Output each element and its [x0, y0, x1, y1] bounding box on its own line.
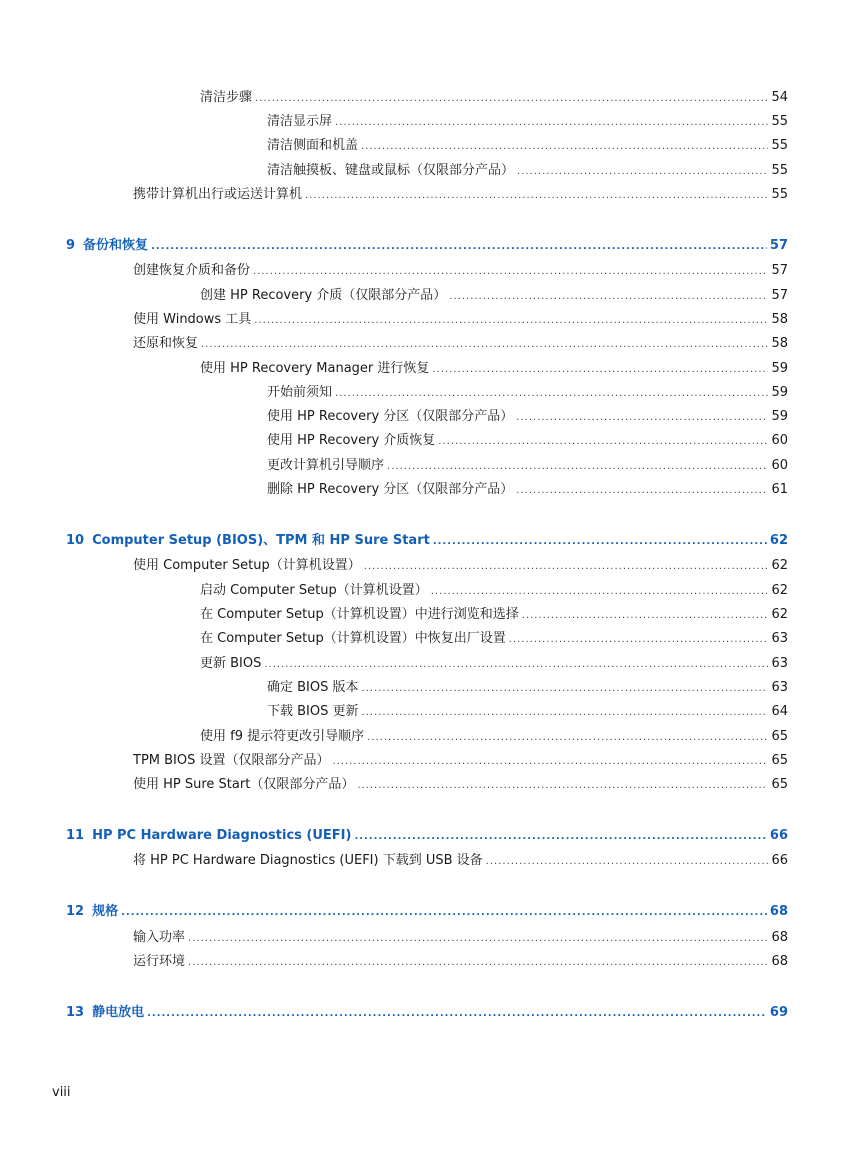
- toc-entry-label: 携带计算机出行或运送计算机: [133, 187, 303, 202]
- chapter-number: 13: [66, 1005, 85, 1020]
- toc-page-number: 60: [771, 458, 788, 473]
- toc-dot-leader: [517, 163, 768, 181]
- toc-dot-leader: [357, 777, 768, 795]
- toc-dot-leader: [151, 238, 767, 256]
- toc-entry-label: 删除 HP Recovery 分区（仅限部分产品）: [267, 482, 514, 497]
- toc-chapter-10[interactable]: [66, 532, 788, 551]
- toc-entry-label: 更改计算机引导顺序: [267, 458, 385, 473]
- toc-entry-label: TPM BIOS 设置（仅限部分产品）: [133, 753, 330, 768]
- chapter-title: HP PC Hardware Diagnostics (UEFI): [92, 828, 352, 843]
- toc-entry[interactable]: [267, 679, 788, 698]
- toc-page-number: 68: [771, 930, 788, 945]
- toc-entry[interactable]: [200, 582, 788, 601]
- toc-dot-leader: [433, 533, 767, 551]
- toc-dot-leader: [516, 409, 768, 427]
- toc-page-number: 62: [769, 533, 788, 548]
- chapter-title: 规格: [92, 904, 119, 919]
- toc-entry-label: 下载 BIOS 更新: [267, 704, 359, 719]
- toc-entry[interactable]: [133, 186, 788, 205]
- toc-page-number: 62: [771, 558, 788, 573]
- toc-entry-label: 清洁步骤: [200, 90, 253, 105]
- chapter-number: 10: [66, 533, 85, 548]
- toc-entry-label: 创建 HP Recovery 介质（仅限部分产品）: [200, 288, 447, 303]
- toc-page-number: 60: [771, 433, 788, 448]
- toc-page-number: 55: [771, 114, 788, 129]
- toc-entry-label: 使用 Computer Setup（计算机设置）: [133, 558, 361, 573]
- toc-dot-leader: [253, 263, 768, 281]
- toc-entry[interactable]: [267, 481, 788, 500]
- toc-entry[interactable]: [133, 953, 788, 972]
- toc-dot-leader: [188, 954, 768, 972]
- toc-entry-label: 还原和恢复: [133, 336, 199, 351]
- toc-dot-leader: [305, 187, 768, 205]
- toc-entry[interactable]: [200, 655, 788, 674]
- toc-dot-leader: [147, 1005, 767, 1023]
- toc-entry-label: 使用 HP Recovery 分区（仅限部分产品）: [267, 409, 514, 424]
- toc-entry-label: 使用 HP Recovery Manager 进行恢复: [200, 361, 430, 376]
- toc-entry[interactable]: [200, 606, 788, 625]
- toc-page-number: 66: [771, 853, 788, 868]
- toc-entry[interactable]: [133, 929, 788, 948]
- toc-chapter-9[interactable]: [66, 237, 788, 256]
- toc-entry-label: 在 Computer Setup（计算机设置）中进行浏览和选择: [200, 607, 519, 622]
- toc-entry-label: 开始前须知: [267, 385, 333, 400]
- toc-dot-leader: [449, 288, 768, 306]
- toc-dot-leader: [364, 558, 769, 576]
- toc-entry[interactable]: [267, 432, 788, 451]
- toc-entry-label: 更新 BIOS: [200, 656, 262, 671]
- chapter-title: 备份和恢复: [83, 238, 149, 253]
- toc-chapter-13[interactable]: [66, 1004, 788, 1023]
- toc-page-number: 58: [771, 312, 788, 327]
- toc-entry[interactable]: [200, 630, 788, 649]
- toc-entry[interactable]: [267, 137, 788, 156]
- toc-entry[interactable]: [200, 728, 788, 747]
- toc-entry[interactable]: [133, 335, 788, 354]
- toc-entry[interactable]: [200, 287, 788, 306]
- toc-entry-label: 运行环境: [133, 954, 186, 969]
- toc-page-number: 55: [771, 163, 788, 178]
- chapter-title: Computer Setup (BIOS)、TPM 和 HP Sure Start: [92, 533, 430, 548]
- toc-chapter-11[interactable]: [66, 827, 788, 846]
- toc-page-number: 63: [771, 631, 788, 646]
- toc-dot-leader: [432, 361, 768, 379]
- toc-page-number: 66: [769, 828, 788, 843]
- toc-page-number: 62: [771, 607, 788, 622]
- toc-entry[interactable]: [133, 262, 788, 281]
- toc-page-number: 57: [771, 288, 788, 303]
- toc-page-number: 55: [771, 187, 788, 202]
- toc-dot-leader: [516, 482, 768, 500]
- page-footer-number: viii: [52, 1085, 71, 1100]
- toc-dot-leader: [362, 704, 769, 722]
- toc-entry[interactable]: [267, 162, 788, 181]
- toc-dot-leader: [486, 853, 769, 871]
- toc-dot-leader: [335, 385, 768, 403]
- chapter-number: 11: [66, 828, 85, 843]
- chapter-number: 9: [66, 238, 76, 253]
- toc-entry[interactable]: [133, 776, 788, 795]
- toc-entry[interactable]: [200, 89, 788, 108]
- chapter-number: 12: [66, 904, 85, 919]
- toc-page-number: 57: [769, 238, 788, 253]
- toc-page-number: 54: [771, 90, 788, 105]
- toc-dot-leader: [361, 138, 768, 156]
- toc-page-number: 63: [771, 680, 788, 695]
- toc-entry[interactable]: [267, 113, 788, 132]
- toc-page-number: 62: [771, 583, 788, 598]
- toc-entry-label: 将 HP PC Hardware Diagnostics (UEFI) 下载到 USB 设备: [133, 853, 483, 868]
- toc-entry[interactable]: [133, 852, 788, 871]
- toc-dot-leader: [362, 680, 769, 698]
- toc-page-number: 68: [769, 904, 788, 919]
- toc-entry-label: 确定 BIOS 版本: [267, 680, 359, 695]
- toc-page-number: 65: [771, 729, 788, 744]
- toc-entry[interactable]: [133, 311, 788, 330]
- toc-dot-leader: [387, 458, 768, 476]
- toc-page-number: 68: [771, 954, 788, 969]
- toc-dot-leader: [431, 583, 769, 601]
- toc-page-number: 55: [771, 138, 788, 153]
- toc-entry-label: 使用 HP Sure Start（仅限部分产品）: [133, 777, 355, 792]
- toc-entry-label: 使用 HP Recovery 介质恢复: [267, 433, 436, 448]
- toc-entry-label: 清洁显示屏: [267, 114, 333, 129]
- chapter-title: 静电放电: [92, 1005, 145, 1020]
- toc-page-number: 57: [771, 263, 788, 278]
- toc-entry-label: 创建恢复介质和备份: [133, 263, 251, 278]
- toc-entry[interactable]: [267, 457, 788, 476]
- toc-entry[interactable]: [267, 703, 788, 722]
- toc-page-number: 63: [771, 656, 788, 671]
- toc-dot-leader: [335, 114, 768, 132]
- toc-chapter-12[interactable]: [66, 903, 788, 922]
- toc-entry[interactable]: [267, 384, 788, 403]
- toc-dot-leader: [333, 753, 769, 771]
- toc-entry-label: 在 Computer Setup（计算机设置）中恢复出厂设置: [200, 631, 506, 646]
- toc-page-number: 58: [771, 336, 788, 351]
- toc-dot-leader: [188, 930, 768, 948]
- toc-page-number: 64: [771, 704, 788, 719]
- toc-entry[interactable]: [267, 408, 788, 427]
- toc-dot-leader: [264, 656, 768, 674]
- toc-page-number: 59: [771, 361, 788, 376]
- toc-dot-leader: [509, 631, 769, 649]
- toc-dot-leader: [254, 312, 768, 330]
- toc-dot-leader: [522, 607, 769, 625]
- toc-entry[interactable]: [133, 557, 788, 576]
- toc-entry-label: 清洁触摸板、键盘或鼠标（仅限部分产品）: [267, 163, 515, 178]
- toc-entry-label: 使用 Windows 工具: [133, 312, 252, 327]
- toc-entry-label: 清洁侧面和机盖: [267, 138, 359, 153]
- toc-entry[interactable]: [200, 360, 788, 379]
- toc-page-number: 65: [771, 753, 788, 768]
- toc-page-number: 61: [771, 482, 788, 497]
- toc-page-number: 59: [771, 409, 788, 424]
- toc-entry-label: 使用 f9 提示符更改引导顺序: [200, 729, 365, 744]
- toc-dot-leader: [367, 729, 768, 747]
- toc-dot-leader: [201, 336, 768, 354]
- toc-dot-leader: [255, 90, 768, 108]
- toc-page-number: 69: [769, 1005, 788, 1020]
- toc-page-number: 65: [771, 777, 788, 792]
- toc-entry-label: 启动 Computer Setup（计算机设置）: [200, 583, 428, 598]
- toc-entry[interactable]: [133, 752, 788, 771]
- toc-dot-leader: [354, 828, 766, 846]
- toc-dot-leader: [438, 433, 768, 451]
- toc-page-number: 59: [771, 385, 788, 400]
- toc-entry-label: 输入功率: [133, 930, 186, 945]
- toc-dot-leader: [121, 904, 767, 922]
